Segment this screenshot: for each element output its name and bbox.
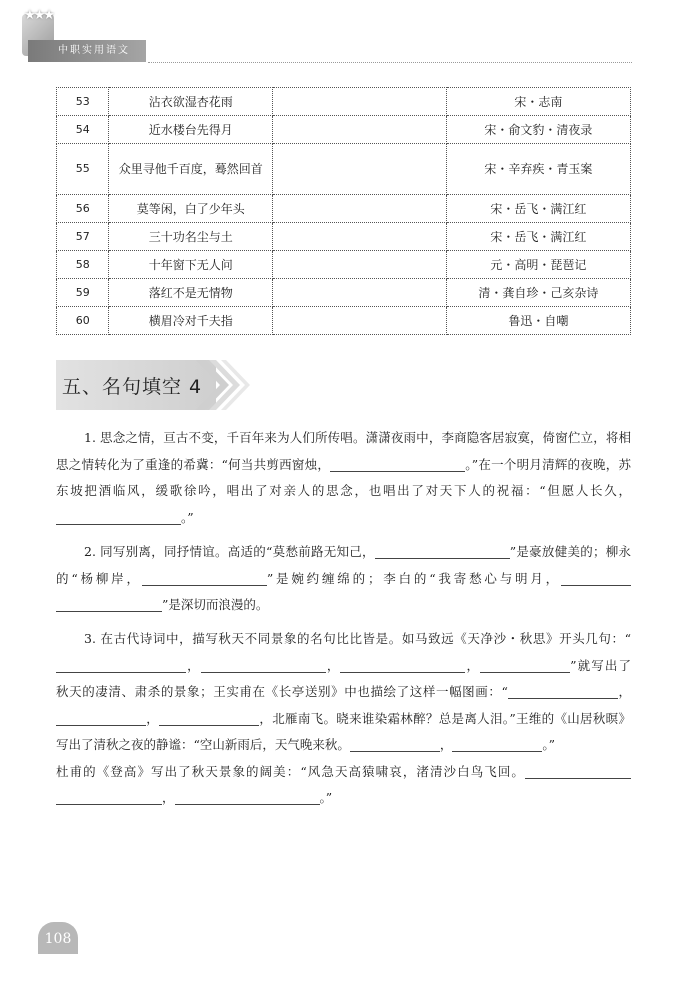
answer-cell[interactable] [273,88,447,116]
answer-blank[interactable] [561,571,631,586]
poem-source: 元・高明・琵琶记 [446,251,630,279]
poem-line: 横眉冷对千夫指 [109,307,273,335]
poem-source: 宋・岳飞・满江红 [446,223,630,251]
answer-blank[interactable] [159,711,259,726]
book-title: 中职实用语文 [28,40,146,62]
poem-source: 鲁迅・自嘲 [446,307,630,335]
page-number: 108 [38,922,78,954]
chevron-right-icon [196,357,252,413]
question-3: 3. 在古代诗词中，描写秋天不同景象的名句比比皆是。如马致远《天净沙・秋思》开头几句：“， ， ， ”就写出了秋天的凄清、肃杀的景象；王实甫在《长亭送别》中也描绘了这样一幅图画：“ ，， ，北雁南飞。晓来谁染霜林醉？总是离人泪。”王维的《山居秋暝》写出了清秋之夜的静谧：“空山新雨后，天气晚来秋。 ， 。” 杜甫的《登高》写出了秋天景象的阔美：“风急天高猿啸哀，渚清沙白鸟飞回。 ， 。” [56,631,631,805]
answer-cell[interactable] [273,195,447,223]
answer-blank[interactable] [201,658,326,673]
poem-table [56,87,631,335]
poem-line: 落红不是无情物 [109,279,273,307]
answer-cell[interactable] [273,116,447,144]
header-divider [148,62,632,63]
row-number: 56 [57,195,109,223]
question-2: 2. 同写别离，同抒情谊。高适的“莫愁前路无知己， ”是豪放健美的；柳永的“杨柳岸， ”是婉约缠绵的；李白的“我寄愁心与明月， ”是深切而浪漫的。 [56,544,631,612]
poem-line: 沾衣欲湿杏花雨 [109,88,273,116]
answer-blank[interactable] [56,597,162,612]
row-number: 60 [57,307,109,335]
table-row [57,251,631,279]
answer-blank[interactable] [142,571,267,586]
row-number: 55 [57,144,109,195]
poem-source: 宋・辛弃疾・青玉案 [446,144,630,195]
section-title: 五、名句填空 4 [62,376,203,398]
answer-cell[interactable] [273,144,447,195]
poem-line: 莫等闲，白了少年头 [109,195,273,223]
table-row [57,279,631,307]
poem-line: 三十功名尘与土 [109,223,273,251]
row-number: 59 [57,279,109,307]
row-number: 53 [57,88,109,116]
answer-cell[interactable] [273,251,447,279]
table-row [57,307,631,335]
question-1: 1. 思念之情，亘古不变，千百年来为人们所传唱。潇潇夜雨中，李商隐客居寂寞，倚窗伫立，将相思之情转化为了重逢的希冀：“何当共剪西窗烛， 。”在一个明月清辉的夜晚，苏东坡把酒临风，缓歌徐吟，唱出了对亲人的思念，也唱出了对天下人的祝福：“但愿人长久，。” [56,430,631,525]
answer-blank[interactable] [175,790,320,805]
poem-line: 十年窗下无人问 [109,251,273,279]
answer-blank[interactable] [56,711,146,726]
answer-blank[interactable] [56,510,181,525]
row-number: 57 [57,223,109,251]
answer-blank[interactable] [508,684,618,699]
row-number: 54 [57,116,109,144]
table-row [57,116,631,144]
table-row [57,195,631,223]
row-number: 58 [57,251,109,279]
poem-source: 宋・志南 [446,88,630,116]
poem-line: 近水楼台先得月 [109,116,273,144]
answer-blank[interactable] [330,457,465,472]
table-row [57,144,631,195]
answer-blank[interactable] [480,658,570,673]
poem-source: 宋・岳飞・满江红 [446,195,630,223]
answer-blank[interactable] [452,737,542,752]
answer-blank[interactable] [525,764,631,779]
poem-source: 清・龚自珍・己亥杂诗 [446,279,630,307]
answer-blank[interactable] [375,544,510,559]
poem-source: 宋・俞文豹・清夜录 [446,116,630,144]
answer-blank[interactable] [56,790,162,805]
table-row [57,88,631,116]
answer-cell[interactable] [273,279,447,307]
answer-cell[interactable] [273,307,447,335]
answer-blank[interactable] [56,658,186,673]
answer-cell[interactable] [273,223,447,251]
star-icon: ★★★ [24,8,53,23]
table-row [57,223,631,251]
poem-line: 众里寻他千百度，蓦然回首 [109,144,273,195]
answer-blank[interactable] [350,737,440,752]
answer-blank[interactable] [340,658,465,673]
